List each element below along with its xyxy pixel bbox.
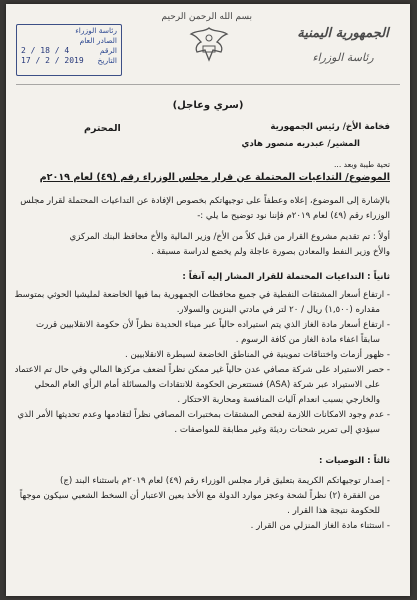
intro-paragraph [20,194,390,224]
third-item-1a: - إصدار توجيهاتكم الكريمة بتعليق قرار مجلس الوزراء رقم (٤٩) لعام ٢٠١٩م باستثناء البند (ج) [59,476,390,486]
second-items [14,288,390,438]
registry-stamp [16,24,122,76]
letterhead-right [288,26,398,64]
eagle-emblem-icon [187,24,231,64]
third-heading: ثالثاً : التوصيات : [318,456,390,466]
first-line-1: أولاً : تم تقديم مشروع القرار من قبل كلاً من الأخ/ وزير المالية والأخ محافظ البنك المركزي [69,232,390,242]
letterhead-emblem-block [161,12,252,64]
third-item-1b: من الفقرة (٢) نظراً لشحة وعجز موارد الدولة مع الأخذ بعين الاعتبار أن السخط الشعبي سيكون موجهاً [19,491,380,501]
stamp-text-1: رئاسة الوزراء [75,26,117,35]
stamp-text-2: الصادر العام [79,36,117,45]
letterhead-office: رئاسة الوزراء [312,51,374,64]
addressee-line-2: المشير/ عبدربه منصور هادي [241,139,360,149]
subject-line: الموضوع/ التداعيات المحتملة عن قرار مجلس الوزراء رقم (٤٩) لعام ٢٠١٩م [39,172,390,183]
second-item-4b: على الاستيراد عبر شركة (ASA) فستتعرض الحكومة للانتقادات والمسائلة أمام الرأي العام المحلي [34,380,380,390]
second-item-4c: والخارجي بسبب انعدام آليات المنافسة ومحاربة الاحتكار . [177,395,380,405]
second-item-2a: - ارتفاع أسعار مادة الغاز الذي يتم استيراده حالياً عبر ميناء الحديدة نظراً لأن حكومة الانقلابيين قررت [36,320,390,330]
second-item-4a: - حصر الاستيراد على شركة مصافي عدن حالياً غير ممكن نظراً لضعف مركزها المالي وفي حال تم الاعتماد [14,365,390,375]
second-item-1a: - ارتفاع أسعار المشتقات النفطية في جميع محافظات الجمهورية بما فيها الخاضعة لمليشيا الحوثي بمتوسط [14,290,390,300]
second-item-3: - ظهور أزمات واختناقات تموينية في المناطق الخاضعة لسيطرة الانقلابيين . [125,350,390,360]
addressee-honorific: المحترم [84,123,121,134]
addressee-line-1: فخامة الأخ/ رئيس الجمهورية [270,122,390,132]
stamp-number-label: الرقم [99,46,117,55]
stamp-date-value: 2019 / 2 / 17 [21,56,84,65]
third-items [20,474,390,534]
stamp-date-row [21,56,117,66]
stamp-line-2 [21,36,117,46]
third-item-1c: للحكومة نتيجة هذا القرار . [287,506,380,516]
basmala: بسم الله الرحمن الرحيم [161,12,252,22]
intro-line-2: الوزراء رقم (٤٩) لعام ٢٠١٩م فإننا نود توضيح ما يلي :- [197,211,390,221]
second-item-1b: مقداره (١,٥٠٠) ريال / ٢٠ لتر في مادتي البنزين والسولار. [176,305,380,315]
document-page [6,4,410,596]
first-line-2: والأخ وزير النفط والمعادن بصورة عاجلة ولم يخضع لدراسة مسبقة . [151,247,390,257]
second-item-2b: سابقاً اعفاء مادة الغاز من كافة الرسوم . [235,335,380,345]
stamp-date-label: التاريخ [97,56,117,65]
second-heading: ثانياً : التداعيات المحتملة للقرار المشار إليه آنفاً : [182,272,390,282]
letterhead-country: الجمهورية اليمنية [297,26,389,41]
stamp-line-1 [21,26,117,36]
header-divider [16,84,400,85]
greeting: تحية طيبة وبعد ... [334,160,390,169]
classification-label: (سري وعاجل) [172,100,244,111]
intro-line-1: بالإشارة إلى الموضوع، إعلاه وعطفاً على توجيهاتكم بخصوص الإفادة عن التداعيات المحتملة لقرار مجلس [20,196,390,206]
second-item-5b: سيؤدي إلى تمرير شحنات رديئة وغير مطابقة للمواصفات . [174,425,380,435]
second-item-5a: - عدم وجود الامكانات اللازمة لفحص المشتقات بمختبرات المصافي نظراً لتقادمها وعدم تحديثها الأمر الذي [17,410,390,420]
first-point [20,230,390,260]
third-item-2: - استثناء مادة الغاز المنزلي من القرار . [250,521,390,531]
stamp-number-value: 4 / 18 / 2 [21,46,70,55]
stamp-number-row [21,46,117,56]
